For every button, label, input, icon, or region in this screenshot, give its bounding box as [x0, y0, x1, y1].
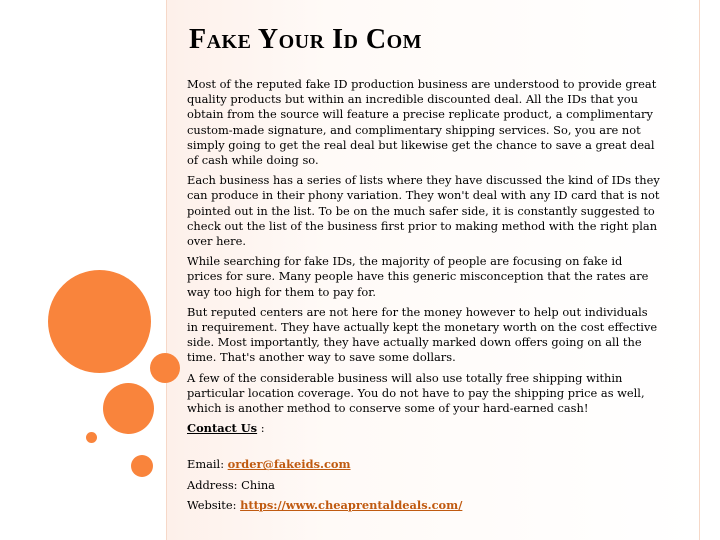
paragraph: While searching for fake IDs, the majority of people are focusing on fake id prices for sure. Many people have this generic misconception that the rates are way too high for them to pay for. — [187, 254, 649, 299]
article-body — [187, 77, 661, 518]
email-label: Email: — [187, 457, 228, 472]
email-link[interactable]: order@fakeids.com — [227, 457, 351, 472]
website-label: Website: — [187, 497, 241, 512]
decorative-circle-medium — [103, 383, 154, 434]
address-label: Address: — [187, 477, 242, 492]
contact-heading-suffix: : — [257, 421, 265, 436]
page-title: Fake Your Id Com — [189, 24, 423, 55]
email-line — [187, 457, 661, 472]
decorative-circle-large — [48, 270, 151, 373]
paragraph: Most of the reputed fake ID production business are understood to provide great quality products but within an incredible discounted deal. All the IDs that you obtain from the source will feature a precise replicate product, a complimentary custom-made signature, and complimentary shipping services. So, you are not simply going to get the real deal but likewise get the chance to save a great deal of cash while doing so. — [187, 77, 657, 168]
decorative-circle-small-lower — [131, 455, 153, 477]
address-line — [187, 478, 661, 493]
contact-heading: Contact Us — [187, 421, 258, 436]
decorative-circle-small — [150, 353, 180, 383]
contact-heading-line — [187, 421, 661, 436]
spacer — [187, 441, 661, 457]
decorative-circle-tiny — [86, 432, 97, 443]
address-value: China — [241, 477, 275, 492]
website-link[interactable]: https://www.cheaprentaldeals.com/ — [240, 497, 463, 512]
paragraph: A few of the considerable business will also use totally free shipping within particular location coverage. You do not have to pay the shipping price as well, which is another method to conserve some of your hard-earned cash! — [187, 370, 645, 416]
website-line — [187, 498, 661, 513]
paragraph: Each business has a series of lists where they have discussed the kind of IDs they can produce in their phony variation. They won't deal with any ID card that is not pointed out in the list. To be on the much safer side, it is constantly suggested to check out the list of the business first prior to making method with the right plan over here. — [187, 173, 660, 249]
paragraph: But reputed centers are not here for the money however to help out individuals in requirement. They have actually kept the monetary worth on the cost effective side. Most importantly, they have actually marked down offers going on all the time. That's another way to save some dollars. — [187, 304, 658, 365]
